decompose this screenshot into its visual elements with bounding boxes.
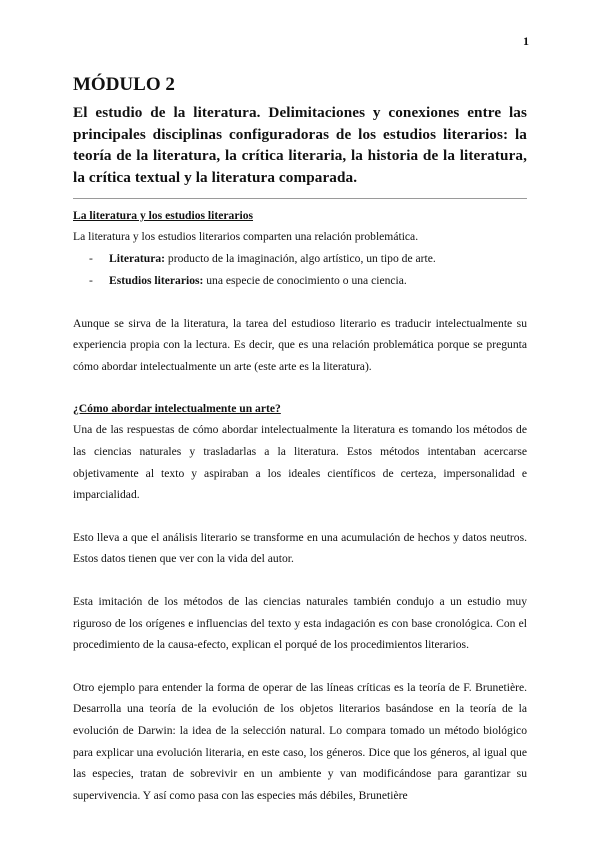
term-description: una especie de conocimiento o una ciencia. [203, 273, 407, 287]
module-title: MÓDULO 2 [73, 74, 175, 95]
list-item [73, 248, 527, 270]
section-literatura [73, 205, 527, 377]
bullet-dash: - [89, 273, 93, 287]
section-abordar [73, 398, 527, 806]
paragraph: Esto lleva a que el análisis literario se transforme en una acumulación de hechos y datos neutros. Estos datos tienen que ver con la vida del autor. [73, 530, 527, 566]
term-description: producto de la imaginación, algo artístico, un tipo de arte. [165, 251, 436, 265]
term-label: Literatura: [109, 251, 166, 265]
paragraph-gap [73, 292, 527, 313]
definition-list [73, 248, 527, 292]
bullet-dash: - [89, 251, 93, 265]
section-heading: ¿Cómo abordar intelectualmente un arte? [73, 402, 281, 416]
list-item [73, 270, 527, 292]
paragraph: Otro ejemplo para entender la forma de operar de las líneas críticas es la teoría de F. Brunetière. Desarrolla una teoría de la evolución de los objetos literarios basándose en la teoría de la evolución de Darwin: la idea de la selección natural. Lo compara tomado un método biológico para explicar una evolución literaria, en este caso, los géneros. Dice que los géneros, al igual que las especies, tratan de sobrevivir en un ambiente y van modificándose para garantizar su supervivencia. Y así como pasa con las especies más débiles, Brunetière [73, 680, 527, 802]
section-heading: La literatura y los estudios literarios [73, 209, 254, 222]
page-number: 1 [523, 34, 529, 48]
paragraph-gap [73, 506, 527, 527]
term-label: Estudios literarios: [109, 273, 204, 287]
paragraph: Aunque se sirva de la literatura, la tarea del estudioso literario es traducir intelectualmente su experiencia propia con la lectura. Es decir, que es una relación problemática porque se pregunta cómo abordar intelectualmente un arte (este arte es la literatura). [73, 316, 527, 373]
main-heading: El estudio de la literatura. Delimitaciones y conexiones entre las principales disciplinas configuradoras de los estudios literarios: la teoría de la literatura, la crítica literaria, la historia de la literatura, la crítica textual y la literatura comparada. [73, 104, 527, 186]
paragraph: Esta imitación de los métodos de las ciencias naturales también condujo a un estudio muy riguroso de los orígenes e influencias del texto y esta indagación es con base cronológica. Con el procedimiento de la causa-efecto, explican el porqué de los procedimientos literarios. [73, 594, 527, 652]
paragraph-gap [73, 570, 527, 591]
paragraph-gap [73, 377, 527, 398]
horizontal-divider [73, 198, 527, 199]
paragraph: Una de las respuestas de cómo abordar intelectualmente la literatura es tomando los métodos de las ciencias naturales y trasladarlas a la literatura. Estos métodos intentaban acercarse objetivamente al texto y aspiraban a los ideales científicos de certeza, impersonalidad e imparcialidad. [73, 423, 527, 502]
page-content [73, 74, 527, 806]
paragraph-gap [73, 656, 527, 677]
section-intro: La literatura y los estudios literarios comparten una relación problemática. [73, 230, 419, 243]
